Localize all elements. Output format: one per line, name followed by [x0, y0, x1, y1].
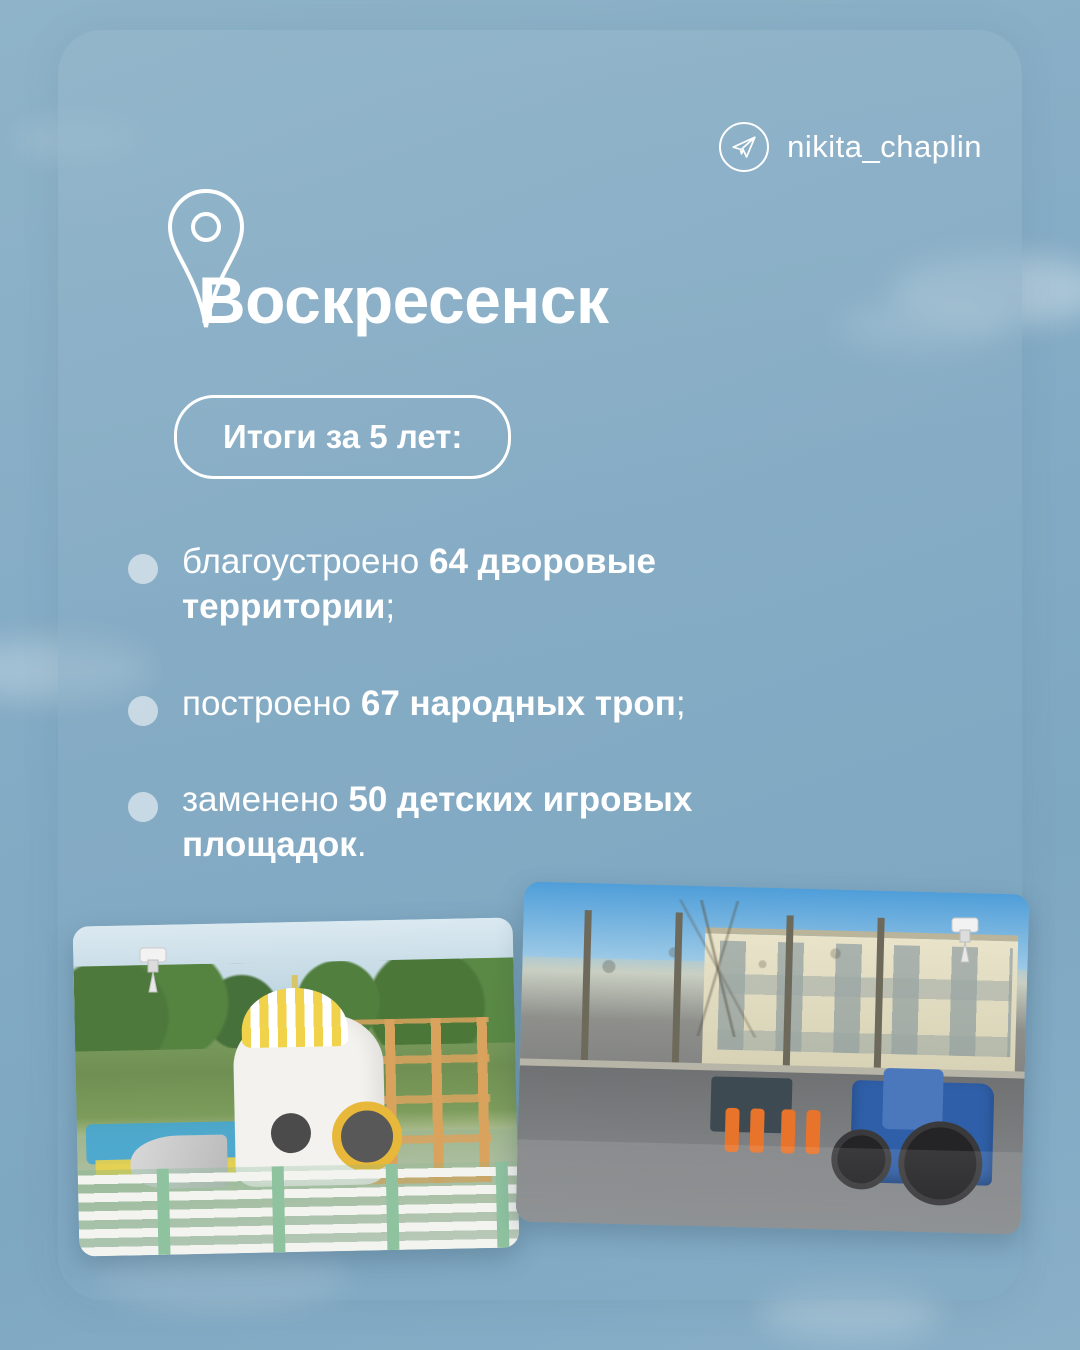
list-item-prefix: построено [182, 683, 361, 723]
results-pill [174, 395, 511, 479]
list-item-suffix: ; [675, 683, 686, 723]
results-pill-label: Итоги за 5 лет: [223, 418, 463, 455]
push-pin-icon [126, 942, 180, 996]
page-title: Воскресенск [198, 263, 609, 337]
list-item-suffix: ; [385, 586, 396, 626]
bullet-dot-icon [128, 792, 158, 822]
list-item-strong: 64 дворовые территории [182, 542, 656, 626]
list-item [128, 682, 928, 727]
photo-collage [0, 860, 1080, 1280]
list-item-prefix: заменено [182, 780, 349, 820]
list-item-text [182, 778, 842, 868]
bullet-dot-icon [128, 696, 158, 726]
list-item-text [182, 540, 842, 630]
list-item-suffix: . [356, 825, 367, 865]
push-pin-icon [938, 912, 992, 966]
account-badge [719, 122, 982, 172]
account-handle: nikita_chaplin [787, 129, 982, 164]
list-item-strong: 50 детских игровых площадок [182, 780, 693, 865]
bullet-dot-icon [128, 554, 158, 584]
list-item-strong: 67 народных троп [360, 683, 676, 723]
list-item-text [182, 682, 686, 727]
list-item [128, 778, 928, 868]
telegram-paper-plane-icon [719, 122, 769, 172]
list-item-prefix: благоустроено [182, 542, 429, 581]
list-item [128, 540, 928, 630]
